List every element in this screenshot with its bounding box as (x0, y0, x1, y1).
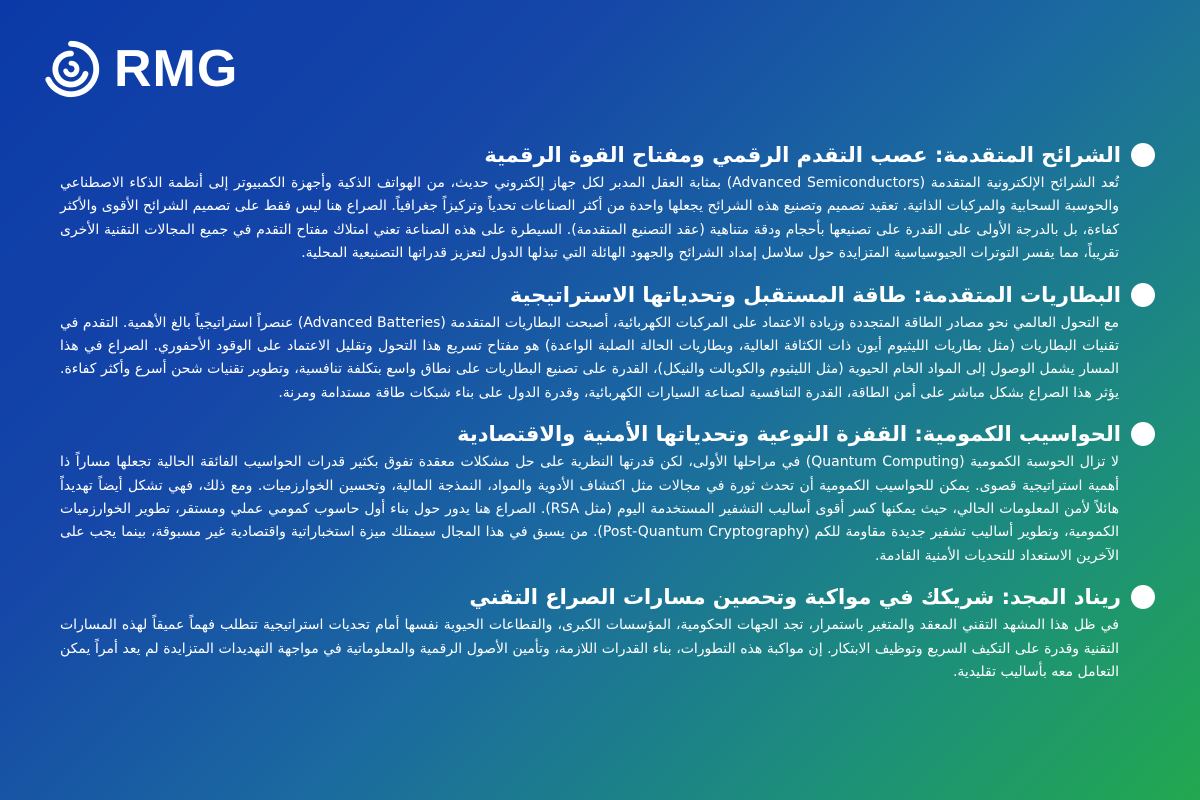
section-title: البطاريات المتقدمة: طاقة المستقبل وتحدياتها الاستراتيجية (509, 282, 1121, 307)
section-title: ريناد المجد: شريكك في مواكبة وتحصين مسارات الصراع التقني (469, 585, 1121, 610)
section-body: في ظل هذا المشهد التقني المعقد والمتغير باستمرار، تجد الجهات الحكومية، المؤسسات الكبرى، والقطاعات الحيوية نفسها أمام تحديات استراتيجية تتطلب فهماً عميقاً لهذه المسارات التقنية وقدرة على التكيف السريع وتوظيف الابتكار. إن مواكبة هذه التطورات، بناء القدرات اللازمة، وتأمين الأصول الرقمية والمعلوماتية في مواجهة التهديدات المتزايدة لم يعد أمراً يمكن التعامل معه بأساليب تقليدية. (60, 617, 1119, 681)
section-title: الشرائح المتقدمة: عصب التقدم الرقمي ومفتاح القوة الرقمية (484, 143, 1121, 167)
section-batteries (60, 280, 1155, 406)
section-body: مع التحول العالمي نحو مصادر الطاقة المتجددة وزيادة الاعتماد على المركبات الكهربائية، أصبحت البطاريات المتقدمة (Advanced Batteries) عنصراً استراتيجياً بالغ الأهمية. التقدم في تقنيات البطاريات (مثل بطاريات الليثيوم أيون ذات الكثافة العالية، وبطاريات الحالة الصلبة الواعدة) هو مفتاح تسريع هذا التحول وتقليل الاعتماد على الوقود الأحفوري. الصراع في هذا المسار يشمل الوصول إلى المواد الخام الحيوية (مثل الليثيوم والكوبالت والنيكل)، القدرة على تصنيع البطاريات على نطاق واسع بتكلفة تنافسية، وتطوير تقنيات شحن أسرع وأكثر كفاءة. يؤثر هذا الصراع بشكل مباشر على أمن الطاقة، القدرة التنافسية لصناعة السيارات الكهربائية، وقدرة الدول على بناء شبكات طاقة مستدامة ومرنة. (60, 314, 1119, 401)
section-rinad-almajd (60, 582, 1155, 684)
bullet-circle-icon (1131, 143, 1155, 167)
bullet-circle-icon (1131, 422, 1155, 446)
rmg-logo (40, 38, 238, 100)
section-body: لا تزال الحوسبة الكمومية (Quantum Computing) في مراحلها الأولى، لكن قدرتها النظرية على حل مشكلات معقدة تفوق بكثير قدرات الحواسيب الفائقة الحالية تجعلها مساراً ذا أهمية استراتيجية قصوى. يمكن للحواسيب الكمومية أن تحدث ثورة في مجالات مثل اكتشاف الأدوية والمواد، النمذجة المالية، وتحسين الخوارزميات. ومع ذلك، فهي تشكل أيضاً تهديداً هائلاً لأمن المعلومات الحالي، حيث يمكنها كسر أقوى أساليب التشفير المستخدمة اليوم (مثل RSA). الصراع هنا يدور حول بناء أول حاسوب كمومي عملي ومستقر، تطوير الخوارزميات الكمومية، وتطوير أساليب تشفير جديدة مقاومة للكم (Post-Quantum Cryptography). من يسبق في هذا المجال سيمتلك ميزة استخباراتية واقتصادية غير مسبوقة، بينما يجب على الآخرين الاستعداد للتحديات الأمنية القادمة. (60, 454, 1120, 564)
article-content (60, 140, 1155, 780)
section-semiconductors (60, 140, 1155, 266)
section-title: الحواسيب الكمومية: القفزة النوعية وتحدياتها الأمنية والاقتصادية (457, 422, 1121, 447)
logo-wordmark: RMG (114, 40, 239, 98)
bullet-circle-icon (1131, 585, 1155, 609)
section-quantum (60, 419, 1155, 568)
section-body: تُعد الشرائح الإلكترونية المتقدمة (Advanced Semiconductors) بمثابة العقل المدبر لكل جهاز إلكتروني حديث، من الهواتف الذكية وأجهزة الكمبيوتر إلى أنظمة الذكاء الاصطناعي والحوسبة السحابية والمركبات الذاتية. تعقيد تصميم وتصنيع هذه الشرائح يجعلها واحدة من أكثر الصناعات تحدياً وتركيزاً جغرافياً. الصراع هنا ليس فقط على تصميم الشرائح الأقوى والأكثر كفاءة، بل بالدرجة الأولى على القدرة على تصنيعها بأحجام ودقة متناهية (عقد التصنيع المتقدمة). السيطرة على هذه الصناعة تعني امتلاك مفتاح التقدم في جميع المجالات التقنية الأخرى تقريباً، مما يفسر التوترات الجيوسياسية المتزايدة حول سلاسل إمداد الشرائح والجهود الهائلة التي تبذلها الدول لتعزيز قدراتها التصنيعية المحلية. (60, 175, 1119, 262)
bullet-circle-icon (1131, 283, 1155, 307)
rmg-swirl-logo-icon (40, 38, 102, 100)
